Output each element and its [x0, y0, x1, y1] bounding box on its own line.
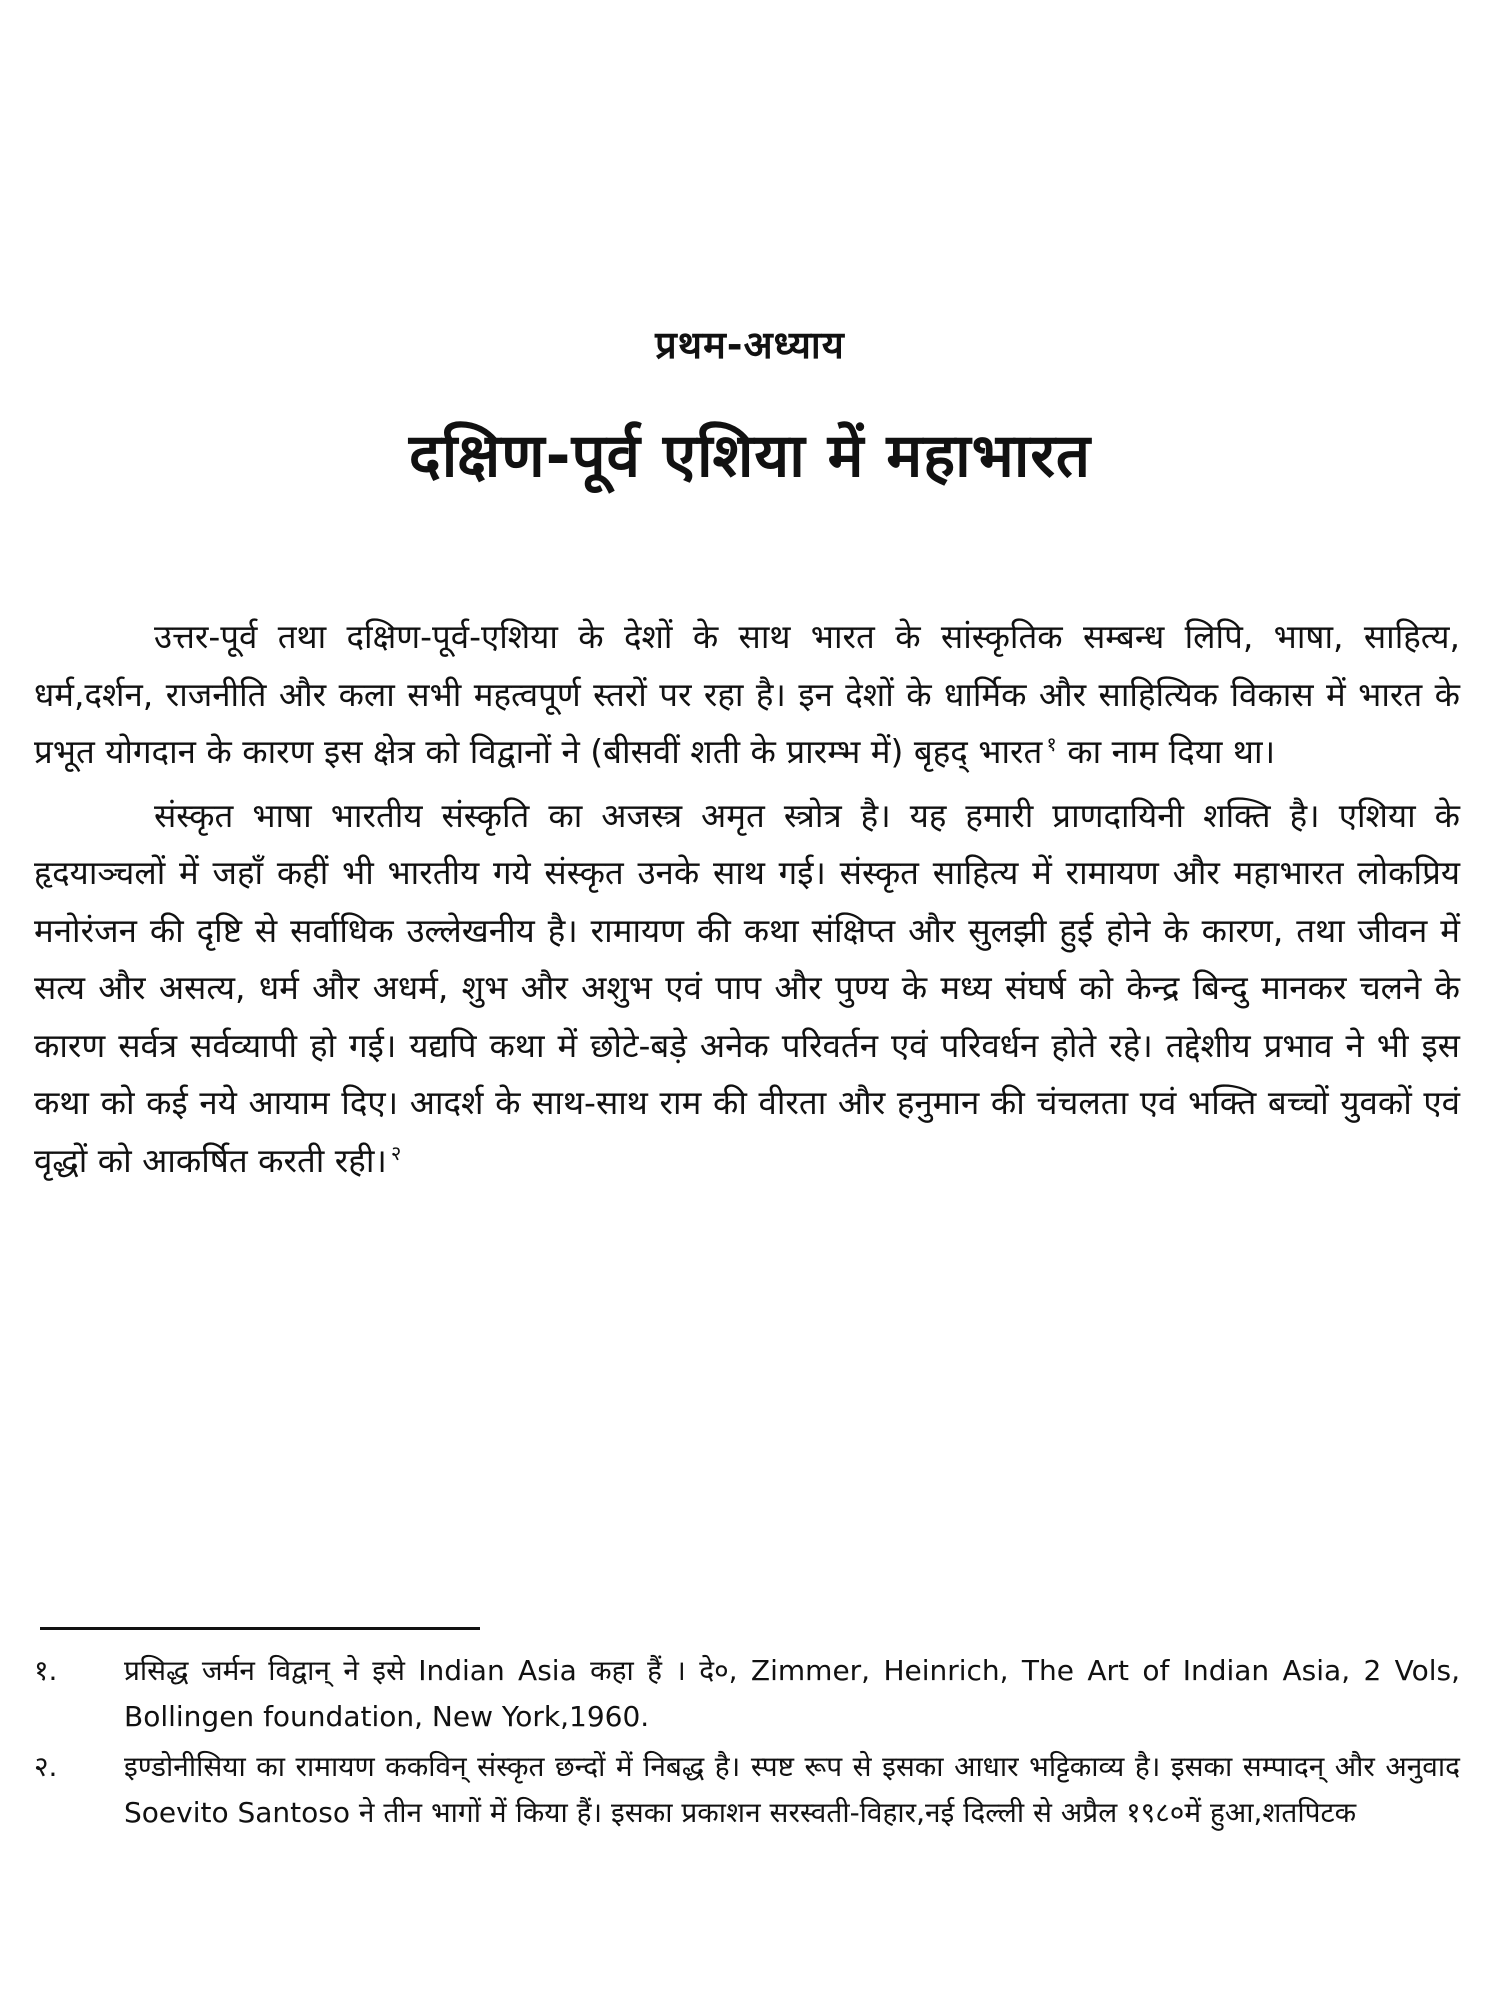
chapter-title: दक्षिण-पूर्व एशिया में महाभारत	[408, 421, 1092, 491]
footnote-1	[34, 1648, 1460, 1740]
paragraph-2	[34, 787, 1460, 1190]
footnote-ref-2: २	[390, 1140, 402, 1165]
paragraph-1	[34, 608, 1460, 781]
footnote-2	[34, 1744, 1460, 1836]
footnote-ref-1: १	[1046, 732, 1057, 756]
footnote-divider	[40, 1627, 480, 1630]
footnote-1-number: १.	[34, 1654, 58, 1687]
footnotes	[34, 1648, 1460, 1836]
body-text	[34, 608, 1460, 1189]
paragraph-1-text-after: का नाम दिया था।	[1056, 732, 1276, 771]
footnote-2-number: २.	[34, 1750, 58, 1783]
chapter-label: प्रथम-अध्याय	[655, 323, 845, 367]
paragraph-2-text: संस्कृत भाषा भारतीय संस्कृति का अजस्त्र अमृत स्त्रोत्र है। यह हमारी प्राणदायिनी शक्ति है। एशिया के हृदयाञ्चलों में जहाँ कहीं भी भारतीय गये संस्कृत उनके साथ गई। संस्कृत साहित्य में रामायण और महाभारत लोकप्रिय मनोरंजन की दृष्टि से सर्वाधिक उल्लेखनीय है। रामायण की कथा संक्षिप्त और सुलझी हुई होने के कारण, तथा जीवन में सत्य और असत्य, धर्म और अधर्म, शुभ और अशुभ एवं पाप और पुण्य के मध्य संघर्ष को केन्द्र बिन्दु मानकर चलने के कारण सर्वत्र सर्वव्यापी हो गई। यद्यपि कथा में छोटे-बड़े अनेक परिवर्तन एवं परिवर्धन होते रहे। तद्देशीय प्रभाव ने भी इस कथा को कई नये आयाम दिए। आदर्श के साथ-साथ राम की वीरता और हनुमान की चंचलता एवं भक्ति बच्चों युवकों एवं वृद्धों को आकर्षित करती रही।	[34, 795, 1460, 1180]
paragraph-1-text: उत्तर-पूर्व तथा दक्षिण-पूर्व-एशिया के देशों के साथ भारत के सांस्कृतिक सम्बन्ध लिपि, भाषा, साहित्य, धर्म,दर्शन, राजनीति और कला सभी महत्वपूर्ण स्तरों पर रहा है। इन देशों के धार्मिक और साहित्यिक विकास में भारत के प्रभूत योगदान के कारण इस क्षेत्र को विद्वानों ने (बीसवीं शती के प्रारम्भ में) बृहद् भारत	[34, 617, 1460, 771]
footnote-1-text: प्रसिद्ध जर्मन विद्वान् ने इसे Indian Asia कहा हैं । दे०, Zimmer, Heinrich, The Art of Indian Asia, 2 Vols, Bollingen foundation, New York,1960.	[124, 1654, 1460, 1733]
footnote-2-text: इण्डोनीसिया का रामायण ककविन् संस्कृत छन्दों में निबद्ध है। स्पष्ट रूप से इसका आधार भट्टिकाव्य है। इसका सम्पादन् और अनुवाद Soevito Santoso ने तीन भागों में किया हैं। इसका प्रकाशन सरस्वती-विहार,नई दिल्ली से अप्रैल १९८०में हुआ,शतपिटक	[124, 1750, 1460, 1829]
